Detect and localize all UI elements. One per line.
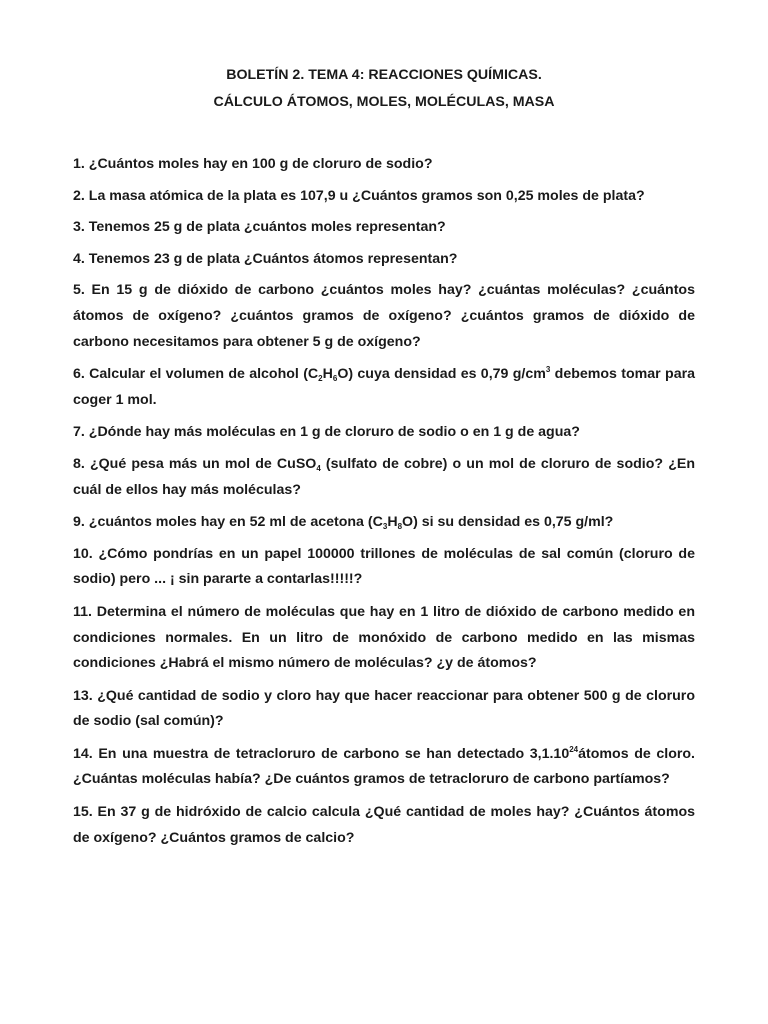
question-9-hydrogen: H [387,514,398,531]
question-6 [73,362,695,413]
question-11: 11. Determina el número de moléculas que hay en 1 litro de dióxido de carbono medido en condiciones normales. En un litro de monóxido de carbono medido en las mismas condiciones ¿Habrá el mismo número de moléculas? ¿y de átomos? [73,603,695,672]
question-4: 4. Tenemos 23 g de plata ¿Cuántos átomos representan? [73,250,458,267]
question-3: 3. Tenemos 25 g de plata ¿cuántos moles representan? [73,219,446,236]
question-6-middle: O) cuya densidad es 0,79 g/cm [337,366,546,383]
question-list [73,152,695,858]
question-1: 1. ¿Cuántos moles hay en 100 g de cloruro de sodio? [73,156,433,172]
question-2: 2. La masa atómica de la plata es 107,9 u ¿Cuántos gramos son 0,25 moles de plata? [73,187,645,204]
question-9-prefix: 9. ¿cuántos moles hay en 52 ml de acetona (C [73,514,383,531]
question-6-suffix: debemos tomar para coger 1 mol. [73,366,695,408]
question-14-suffix: átomos de cloro. ¿Cuántas moléculas había? ¿De cuántos gramos de tetracloruro de carbono partíamos? [73,745,695,788]
question-8-prefix: 8. ¿Qué pesa más un mol de CuSO [73,455,317,472]
question-6-subscript-carbon: 2 [318,374,323,384]
document-subtitle: CÁLCULO ÁTOMOS, MOLES, MOLÉCULAS, MASA [213,94,555,110]
question-14 [73,742,695,793]
question-15: 15. En 37 g de hidróxido de calcio calcula ¿Qué cantidad de moles hay? ¿Cuántos átomos de oxígeno? ¿Cuántos gramos de calcio? [73,804,695,846]
question-6-hydrogen: H [322,366,333,383]
question-14-superscript-exponent: 24 [569,744,579,754]
question-6-superscript-unit: 3 [545,365,551,375]
question-8-subscript-oxygen: 4 [316,463,321,473]
question-9-subscript-carbon: 3 [382,522,388,532]
question-9 [73,510,695,536]
question-8 [73,452,695,503]
question-6-prefix: 6. Calcular el volumen de alcohol (C [73,366,319,383]
question-9-suffix: O) si su densidad es 0,75 g/ml? [402,514,614,531]
question-9-subscript-hydrogen: 8 [397,522,403,532]
document-title: BOLETÍN 2. TEMA 4: REACCIONES QUÍMICAS. [226,67,542,83]
question-8-suffix: (sulfato de cobre) o un mol de cloruro de sodio? ¿En cuál de ellos hay más moléculas? [73,455,695,498]
question-5: 5. En 15 g de dióxido de carbono ¿cuántos moles hay? ¿cuántas moléculas? ¿cuántos átomos de oxígeno? ¿cuántos gramos de oxígeno? ¿cuántos gramos de dióxido de carbono necesitamos para obtener 5 g de oxígeno? [73,282,695,350]
question-14-prefix: 14. En una muestra de tetracloruro de carbono se han detectado 3,1.10 [73,745,570,762]
question-7: 7. ¿Dónde hay más moléculas en 1 g de cloruro de sodio o en 1 g de agua? [73,424,580,441]
question-10: 10. ¿Cómo pondrías en un papel 100000 trillones de moléculas de sal común (cloruro de sodio) pero ... ¡ sin pararte a contarlas!!!!!? [73,545,695,588]
question-6-subscript-hydrogen: 6 [332,374,338,384]
question-13: 13. ¿Qué cantidad de sodio y cloro hay que hacer reaccionar para obtener 500 g de cloruro de sodio (sal común)? [73,687,695,730]
